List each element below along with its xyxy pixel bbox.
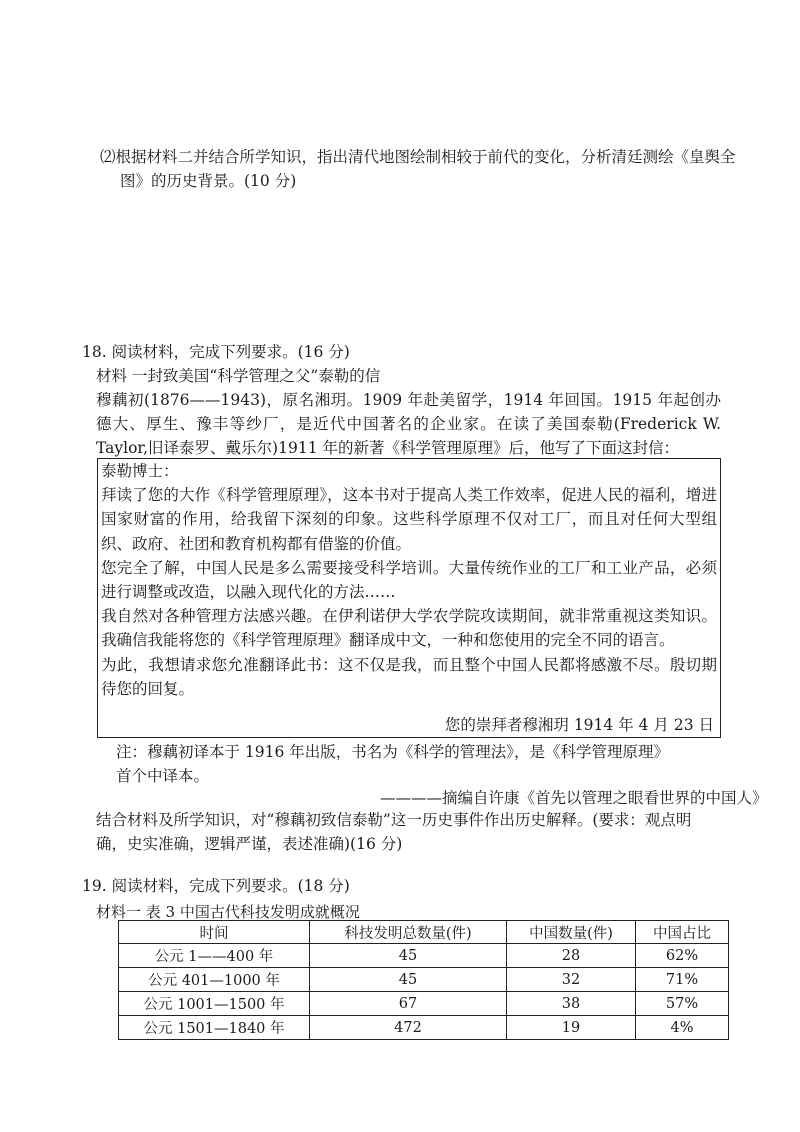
letter-paragraph: 拜读了您的大作《科学管理原理》，这本书对于提高人类工作效率，促进人民的福利，增进国家财富的作用，给我留下深刻的印象。这些科学原理不仅对工厂，而且对任何大型组织、政府、社团和教育机构都有借鉴的价值。 [101,486,717,553]
table-cell: 57% [636,992,729,1016]
table-row [119,968,729,992]
letter-greeting: 泰勒博士： [101,462,179,480]
invention-table [118,920,729,1040]
table-caption: 材料一 表 3 中国古代科技发明成就概况 [96,903,360,921]
letter-signature: 您的崇拜者穆湘玥 1914 年 4 月 23 日 [444,716,714,734]
q17-part2-line2: 图》的历史背景。(10 分) [120,172,297,190]
table-cell: 71% [636,968,729,992]
q18-intro: 穆藕初(1876——1943)，原名湘玥。1909 年赴美留学，1914 年回国。1915 年起创办德大、厚生、豫丰等纱厂，是近代中国著名的企业家。在读了美国泰勒(Frederick W. Taylor,旧译泰罗、戴乐尔)1911 年的新著《科学管理原理》后，他写了下面这封信： [96,391,721,457]
table-row [119,1016,729,1040]
q18-source: ————摘编自许康《首先以管理之眼看世界的中国人》 [380,789,768,807]
table-header-row [119,921,729,944]
q18-title: 18. 阅读材料，完成下列要求。(16 分) [82,343,350,361]
table-cell: 67 [310,992,507,1016]
q18-material-title: 材料 一封致美国“科学管理之父”泰勒的信 [96,367,381,385]
table-cell: 38 [507,992,636,1016]
table-header: 中国数量(件) [507,921,636,944]
table-cell: 公元 1001—1500 年 [119,992,310,1016]
table-row [119,992,729,1016]
letter-box [97,458,721,738]
table-cell: 62% [636,944,729,968]
table-cell: 19 [507,1016,636,1040]
table-row [119,944,729,968]
table-cell: 45 [310,968,507,992]
q18-note-line2: 首个中译本。 [116,767,210,785]
q18-note-line1: 注：穆藕初译本于 1916 年出版，书名为《科学的管理法》，是《科学管理原理》 [116,743,670,761]
table-cell: 公元 1501—1840 年 [119,1016,310,1040]
table-cell: 28 [507,944,636,968]
table-cell: 4% [636,1016,729,1040]
table-header: 科技发明总数量(件) [310,921,507,944]
table-cell: 公元 401—1000 年 [119,968,310,992]
table-cell: 45 [310,944,507,968]
table-cell: 公元 1——400 年 [119,944,310,968]
letter-paragraph: 我自然对各种管理方法感兴趣。在伊利诺伊大学农学院攻读期间，就非常重视这类知识。我确信我能将您的《科学管理原理》翻译成中文，一种和您使用的完全不同的语言。 [101,607,717,650]
q17-part2-line1: ⑵根据材料二并结合所学知识，指出清代地图绘制相较于前代的变化，分析清廷测绘《皇舆全 [100,148,736,166]
q19-title: 19. 阅读材料，完成下列要求。(18 分) [82,877,350,895]
table-header: 中国占比 [636,921,729,944]
letter-paragraph: 为此，我想请求您允准翻译此书：这不仅是我，而且整个中国人民都将感激不尽。殷切期待您的回复。 [101,655,717,698]
q18-task: 结合材料及所学知识，对“穆藕初致信泰勒”这一历史事件作出历史解释。(要求：观点明确，史实准确，逻辑严谨，表述准确)(16 分) [96,811,692,853]
table-cell: 472 [310,1016,507,1040]
table-cell: 32 [507,968,636,992]
letter-paragraph: 您完全了解，中国人民是多么需要接受科学培训。大量传统作业的工厂和工业产品，必须进行调整或改造，以融入现代化的方法…… [101,558,717,602]
table-header: 时间 [119,921,310,944]
